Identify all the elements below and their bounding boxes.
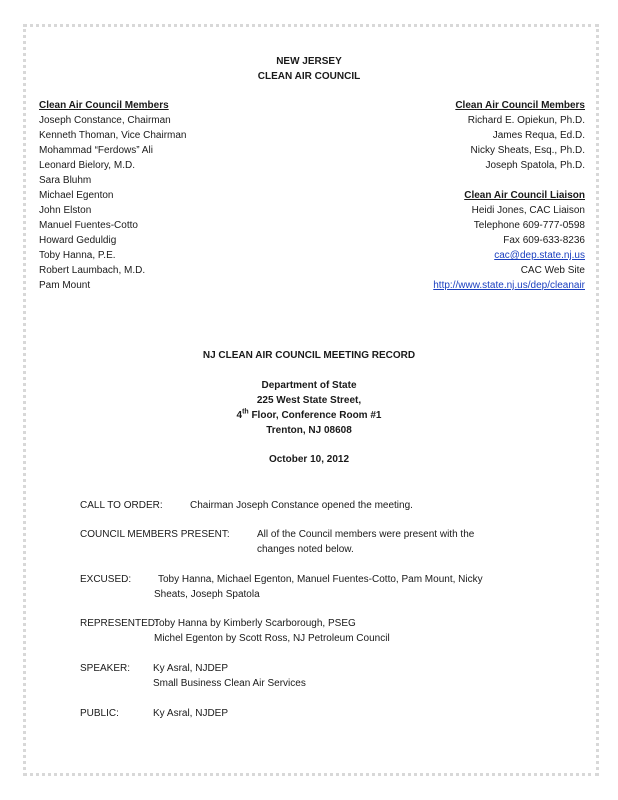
- member-name: Howard Geduldig: [39, 235, 117, 246]
- members-left-column: [39, 98, 187, 293]
- represented-text: Toby Hanna by Kimberly Scarborough, PSEG: [154, 618, 356, 629]
- speaker-text: Ky Asral, NJDEP: [153, 663, 229, 674]
- members-heading-right: Clean Air Council Members: [455, 100, 585, 111]
- speaker: [80, 661, 580, 691]
- member-name: Sara Bluhm: [39, 175, 92, 186]
- meeting-date: October 10, 2012: [268, 454, 350, 465]
- excused: [80, 572, 580, 602]
- public: [80, 706, 580, 721]
- website-label: CAC Web Site: [520, 265, 585, 276]
- members-heading: Clean Air Council Members: [39, 100, 169, 111]
- location-floor: 4th Floor, Conference Room #1: [236, 408, 382, 421]
- represented: [80, 616, 580, 646]
- public-text: Ky Asral, NJDEP: [153, 708, 229, 719]
- meeting-record-title: NJ CLEAN AIR COUNCIL MEETING RECORD: [202, 350, 416, 361]
- member-name: Joseph Spatola, Ph.D.: [485, 160, 585, 171]
- member-name: Mohammad “Ferdows” Ali: [39, 145, 153, 156]
- member-name: Toby Hanna, P.E.: [39, 250, 116, 261]
- liaison-telephone: Telephone 609-777-0598: [473, 220, 585, 231]
- present-text: All of the Council members were present with the: [257, 529, 475, 540]
- call-text: Chairman Joseph Constance opened the meeting.: [190, 500, 413, 511]
- member-name: James Requa, Ed.D.: [492, 130, 585, 141]
- represented-text: Michel Egenton by Scott Ross, NJ Petroleum Council: [154, 633, 390, 644]
- liaison-email-link[interactable]: cac@dep.state.nj.us: [494, 250, 585, 261]
- represented-label: REPRESENTED:: [80, 618, 158, 629]
- speaker-label: SPEAKER:: [80, 663, 131, 674]
- speaker-text: Small Business Clean Air Services: [153, 678, 306, 689]
- members-right-column: [433, 98, 585, 293]
- excused-text: Sheats, Joseph Spatola: [154, 589, 260, 600]
- call-to-order: [80, 498, 580, 513]
- member-name: John Elston: [39, 205, 92, 216]
- header-council: CLEAN AIR COUNCIL: [257, 71, 361, 82]
- member-name: Pam Mount: [39, 280, 91, 291]
- member-name: Nicky Sheats, Esq., Ph.D.: [470, 145, 585, 156]
- members-present: [80, 527, 580, 557]
- member-name: Manuel Fuentes-Cotto: [39, 220, 138, 231]
- member-name: Michael Egenton: [39, 190, 114, 201]
- excused-text: Toby Hanna, Michael Egenton, Manuel Fuentes-Cotto, Pam Mount, Nicky: [158, 574, 483, 585]
- call-label: CALL TO ORDER:: [80, 500, 163, 511]
- website-link[interactable]: http://www.state.nj.us/dep/cleanair: [433, 280, 585, 291]
- location-city: Trenton, NJ 08608: [266, 425, 352, 436]
- liaison-fax: Fax 609-633-8236: [503, 235, 585, 246]
- liaison-heading: Clean Air Council Liaison: [464, 190, 585, 201]
- member-name: Robert Laumbach, M.D.: [39, 265, 146, 276]
- present-label: COUNCIL MEMBERS PRESENT:: [80, 529, 230, 540]
- present-text: changes noted below.: [257, 544, 354, 555]
- header-state: NEW JERSEY: [276, 56, 342, 67]
- meeting-location: [0, 378, 618, 438]
- excused-label: EXCUSED:: [80, 574, 132, 585]
- location-street: 225 West State Street,: [256, 395, 362, 406]
- location-dept: Department of State: [261, 380, 357, 391]
- liaison-name: Heidi Jones, CAC Liaison: [471, 205, 585, 216]
- member-name: Joseph Constance, Chairman: [39, 115, 171, 126]
- member-name: Leonard Bielory, M.D.: [39, 160, 135, 171]
- public-label: PUBLIC:: [80, 708, 119, 719]
- member-name: Richard E. Opiekun, Ph.D.: [467, 115, 585, 126]
- member-name: Kenneth Thoman, Vice Chairman: [39, 130, 187, 141]
